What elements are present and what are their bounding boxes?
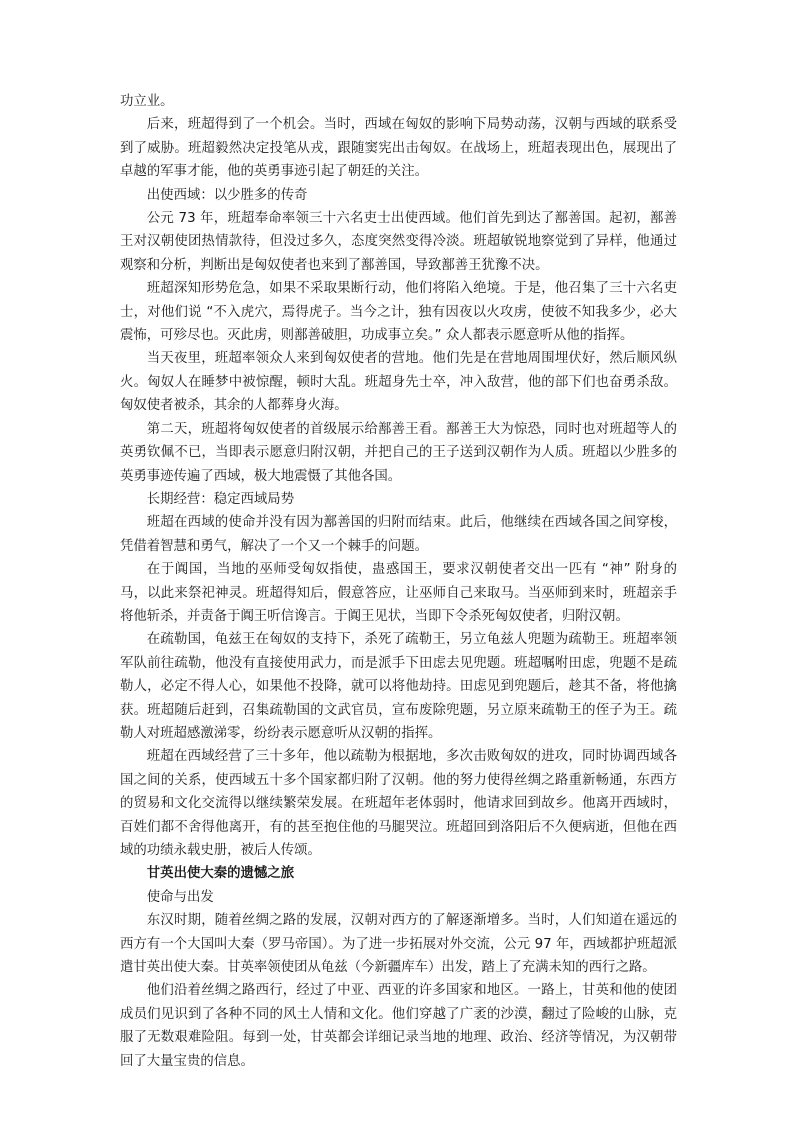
section-heading-mission: 使命与出发 — [146, 889, 214, 905]
paragraph-5: 当天夜里，班超率领众人来到匈奴使者的营地。他们先是在营地周围埋伏好，然后顺风纵火。匈奴人在睡梦中被惊醒，顿时大乱。班超身先士卒，冲入敌营，他的部下们也奋勇杀敌。匈奴使者被杀，其余的人都葬身火海。 — [120, 351, 677, 414]
paragraph-1: 功立业。 — [120, 94, 174, 109]
paragraph-9: 在疏勒国，龟兹王在匈奴的支持下，杀死了疏勒王，另立龟兹人兜题为疏勒王。班超率领军队前往疏勒，他没有直接使用武力，而是派手下田虑去见兜题。班超嘱咐田虑，兜题不是疏勒人，必定不得人心，如果他不投降，就可以将他劫持。田虑见到兜题后，趁其不备，将他擒获。班超随后赶到，召集疏勒国的文武官员，宣布废除兜题，另立原来疏勒王的侄子为王。疏勒人对班超感激涕零，纷纷表示愿意听从汉朝的指挥。 — [120, 632, 677, 741]
paragraph-12: 他们沿着丝绸之路西行，经过了中亚、西亚的许多国家和地区。一路上，甘英和他的使团成员们见识到了各种不同的风土人情和文化。他们穿越了广袤的沙漠，翻过了险峻的山脉，克服了无数艰难险阻。每到一处，甘英都会详细记录当地的地理、政治、经济等情况，为汉朝带回了大量宝贵的信息。 — [120, 983, 677, 1069]
paragraph-10: 班超在西域经营了三十多年，他以疏勒为根据地，多次击败匈奴的进攻，同时协调西域各国之间的关系，使西域五十多个国家都归附了汉朝。他的努力使得丝绸之路重新畅通，东西方的贸易和文化交流得以继续繁荣发展。在班超年老体弱时，他请求回到故乡。他离开西域时，百姓们都不舍得他离开，有的甚至抱住他的马腿哭泣。班超回到洛阳后不久便病逝，但他在西域的功绩永载史册，被后人传颂。 — [120, 749, 677, 858]
paragraph-11: 东汉时期，随着丝绸之路的发展，汉朝对西方的了解逐渐增多。当时，人们知道在遥远的西方有一个大国叫大秦（罗马帝国）。为了进一步拓展对外交流，公元 97 年，西域都护班超派遣甘英出使大秦。甘英率领使团从龟兹（今新疆库车）出发，踏上了充满未知的西行之路。 — [120, 913, 677, 976]
section-heading-long-term: 长期经营：稳定西域局势 — [146, 491, 295, 507]
paragraph-4: 班超深知形势危急，如果不采取果断行动，他们将陷入绝境。于是，他召集了三十六名吏士，对他们说 “不入虎穴，焉得虎子。当今之计，独有因夜以火攻虏，使彼不知我多少，必大震怖，可殄尽也。灭此虏，则鄯善破胆，功成事立矣。” 众人都表示愿意听从他的指挥。 — [120, 281, 677, 344]
paragraph-2: 后来，班超得到了一个机会。当时，西域在匈奴的影响下局势动荡，汉朝与西域的联系受到了威胁。班超毅然决定投笔从戎，跟随窦宪出击匈奴。在战场上，班超表现出色，展现出了卓越的军事才能，他的英勇事迹引起了朝廷的关注。 — [120, 117, 677, 180]
paragraph-8: 在于阗国，当地的巫师受匈奴指使，蛊惑国王，要求汉朝使者交出一匹有 “神” 附身的马，以此来祭祀神灵。班超得知后，假意答应，让巫师自己来取马。当巫师到来时，班超亲手将他斩杀，并责备于阗王听信谗言。于阗王见状，当即下令杀死匈奴使者，归附汉朝。 — [120, 562, 677, 624]
section-heading-western-regions: 出使西域：以少胜多的传奇 — [146, 187, 308, 203]
chapter-title-gan-ying: 甘英出使大秦的遗憾之旅 — [146, 866, 295, 882]
paragraph-3: 公元 73 年，班超奉命率领三十六名吏士出使西域。他们首先到达了鄯善国。起初，鄯善王对汉朝使团热情款待，但没过多久，态度突然变得冷淡。班超敏锐地察觉到了异样，他通过观察和分析，判断出是匈奴使者也来到了鄯善国，导致鄯善王犹豫不决。 — [120, 211, 677, 273]
document-page — [120, 90, 677, 1073]
paragraph-6: 第二天，班超将匈奴使者的首级展示给鄯善王看。鄯善王大为惊恐，同时也对班超等人的英勇钦佩不已，当即表示愿意归附汉朝，并把自己的王子送到汉朝作为人质。班超以少胜多的英勇事迹传遍了西域，极大地震慑了其他各国。 — [120, 421, 677, 484]
paragraph-7: 班超在西域的使命并没有因为鄯善国的归附而结束。此后，他继续在西域各国之间穿梭，凭借着智慧和勇气，解决了一个又一个棘手的问题。 — [120, 515, 677, 554]
